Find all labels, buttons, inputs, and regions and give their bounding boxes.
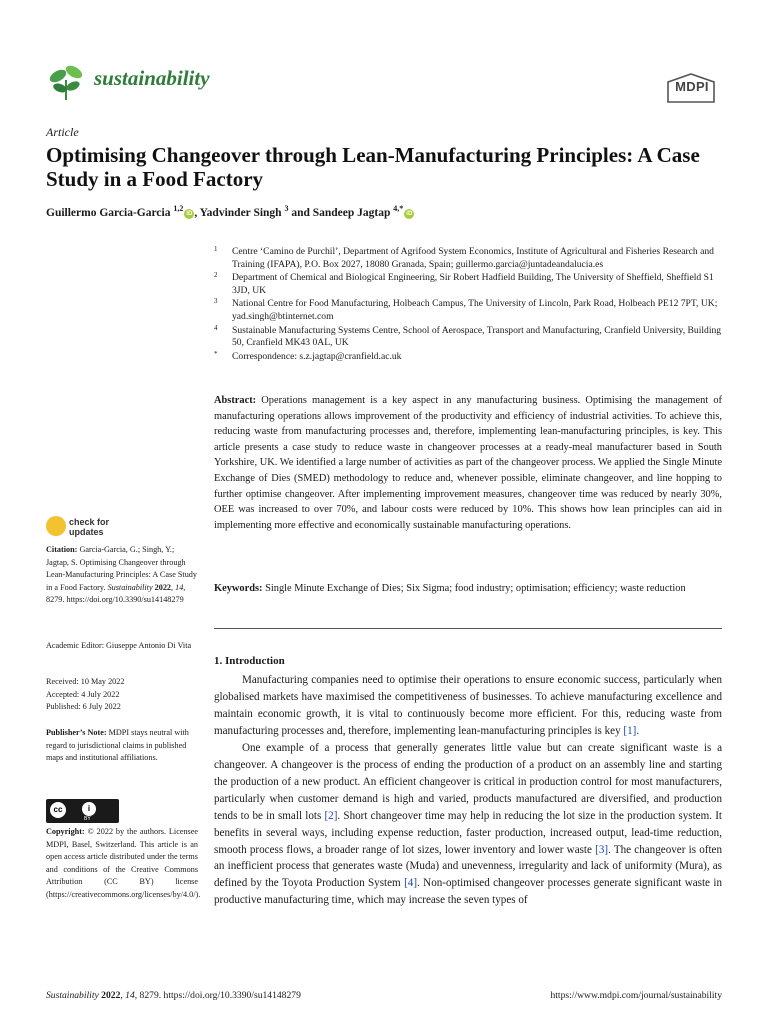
citation-doi[interactable]: , 8279. https://doi.org/10.3390/su14148279 [46, 582, 186, 605]
attribution-icon: i [82, 802, 96, 816]
introduction-body [214, 672, 722, 909]
author-affiliation-sup: 1,2 [173, 204, 184, 213]
abstract-label: Abstract: [214, 395, 257, 406]
keywords [214, 581, 722, 597]
journal-name[interactable]: sustainability [94, 66, 210, 90]
copyright-text: © 2022 by the authors. Licensee MDPI, Basel, Switzerland. This article is an open access article distributed under the terms and conditions of the Creative Commons Attribution (CC BY) license (https://creativecommons.org/licenses/by/4.0/). [46, 827, 201, 899]
cc-license-badge[interactable] [46, 799, 119, 823]
keywords-text: Single Minute Exchange of Dies; Six Sigma; food industry; optimisation; efficiency; waste reduction [265, 583, 686, 594]
cc-icon: cc [50, 802, 66, 818]
paragraph [214, 740, 722, 910]
affiliation-item [214, 351, 724, 364]
author-affiliation-sup: 4,* [393, 204, 404, 213]
affiliation-number: 3 [214, 297, 218, 306]
paragraph [214, 672, 722, 740]
received-date: Received: 10 May 2022 [46, 677, 125, 686]
affiliation-number: * [214, 349, 218, 358]
reference-link[interactable]: [1] [623, 724, 637, 737]
affiliation-item [214, 325, 724, 350]
check-updates-icon [46, 516, 66, 536]
citation-text: Garcia-Garcia, G.; Singh, Y.; Jagtap, S. Optimising Changeover through Lean-Manufacturing Principles: A Case Study in a Food Factory. [46, 545, 197, 592]
paragraph-text: . Short changeover time may help in reducing the lot size in the production system. It benefits in several ways, including expense reduction, faster production, increased output, lead-time reduction, smooth process flows, a broader range of lot sizes, lower inventory and lower waste [214, 809, 722, 856]
copyright-label: Copyright: [46, 827, 85, 836]
citation-block: Citation: Garcia-Garcia, G.; Singh, Y.; Jagtap, S. Optimising Changeover through Lean-Manufacturing Principles: A Case Study in a Food Factory. Sustainability 2022, 14, 8279. https://doi.org/10.3390/su14148279 [46, 545, 197, 605]
affiliation-text: Centre ‘Camino de Purchil’, Department of Agrifood System Economics, Institute of Agricultural and Fisheries Research and Training (IFAPA), P.O. Box 2027, 18080 Granada, Spain; guillermo.garcia@juntadeandalucia.es [232, 246, 714, 270]
orcid-icon[interactable]: iD [406, 210, 413, 217]
footer-year: 2022 [101, 990, 121, 1001]
correspondence-text[interactable]: Correspondence: s.z.jagtap@cranfield.ac.uk [232, 350, 402, 362]
affiliation-number: 1 [214, 245, 218, 253]
paragraph-text: . The changeover is often an inefficient process that generates waste (Muda) and unevenness, irregularity and lack of uniformity (Mura), as defined by the Toyota Production System [214, 843, 722, 890]
affiliations [214, 246, 724, 364]
reference-link[interactable]: [3] [595, 843, 609, 856]
author-name[interactable]: Guillermo Garcia-Garcia [46, 206, 171, 219]
affiliation-item [214, 298, 724, 323]
affiliation-number: 4 [214, 323, 218, 332]
citation-label: Citation: [46, 545, 78, 554]
orcid-icon[interactable]: iD [186, 210, 193, 217]
reference-link[interactable]: [2] [324, 809, 338, 822]
article-title: Optimising Changeover through Lean-Manufacturing Principles: A Case Study in a Food Factory [46, 143, 700, 191]
published-date: Published: 6 July 2022 [46, 702, 121, 712]
academic-editor: Academic Editor: Giuseppe Antonio Di Vita [46, 641, 192, 650]
footer-journal: Sustainability [46, 990, 99, 1001]
paragraph-text: . [636, 724, 640, 737]
section-divider [214, 628, 722, 629]
affiliation-text: National Centre for Food Manufacturing, Holbeach Campus, The University of Lincoln, Park Road, Holbeach PE12 7PT, UK; yad.singh@btinternet.com [232, 298, 718, 322]
affiliation-item [214, 246, 724, 271]
check-updates-label: check for updates [69, 517, 110, 537]
author-name[interactable]: Sandeep Jagtap [312, 206, 391, 219]
footer-journal-url[interactable]: https://www.mdpi.com/journal/sustainability [550, 990, 722, 1001]
footer-volume: 14 [125, 990, 135, 1001]
author-list [46, 204, 414, 219]
abstract [214, 393, 722, 533]
keywords-label: Keywords: [214, 583, 263, 594]
affiliation-item [214, 272, 724, 297]
author-separator: and [288, 206, 313, 219]
citation-volume: 14 [175, 582, 184, 592]
dates-block [46, 676, 198, 714]
author-affiliation-sup: 3 [284, 204, 289, 213]
affiliation-text: Sustainable Manufacturing Systems Centre, School of Aerospace, Transport and Manufacturing, Cranfield University, Building 50, Cranfield MK43 0AL, UK [232, 324, 722, 349]
footer-doi[interactable]: , 8279. https://doi.org/10.3390/su14148279 [134, 990, 301, 1001]
license-type: BY [84, 816, 91, 822]
author-name[interactable]: Yadvinder Singh [199, 206, 282, 219]
affiliation-text: Department of Chemical and Biological Engineering, Sir Robert Hadfield Building, The University of Sheffield, Sheffield S1 3JD, UK [232, 272, 714, 296]
citation-journal: Sustainability [107, 582, 153, 592]
paragraph-text: . Non-optimised changeover processes generate significant waste in productive manufacturing time, which may increase the seven types of [214, 877, 723, 907]
reference-link[interactable]: [4] [404, 877, 418, 890]
paragraph-text: One example of a process that generally generates little value but can create significant waste is a changeover. A changeover is the process of ending the production of a product on an assembly line and starting the production of a new product. An efficient changeover is critical in production control for most manufacturers, particularly when customer demand is high and varied, products manufactured are diversified, and production tends to be in small lots [214, 741, 722, 822]
publisher-name: MDPI [675, 79, 709, 94]
paragraph-text: Manufacturing companies need to optimise their operations to ensure economic success, particularly when globalised markets have maximised the competitiveness of businesses. To achieve manufacturing excellence and maintain economic growth, it is vital to continuously become more efficient. For this, reducing waste from manufacturing processes and, therefore, implementing lean-manufacturing principles is key [214, 674, 722, 737]
section-heading: 1. Introduction [214, 655, 285, 667]
citation-year: 2022 [154, 582, 172, 592]
accepted-date: Accepted: 4 July 2022 [46, 689, 120, 699]
check-for-updates-button[interactable] [46, 516, 166, 542]
footer-citation: Sustainability 2022, 14, 8279. https://doi.org/10.3390/su14148279 [46, 990, 301, 1001]
copyright-block [46, 826, 201, 902]
article-type: Article [46, 125, 79, 139]
affiliation-number: 2 [214, 271, 218, 280]
author-separator: , [194, 206, 200, 219]
journal-logo-icon [46, 62, 86, 102]
abstract-text: Operations management is a key aspect in any manufacturing business. Optimising the management of manufacturing operations allows improvement of the productivity and efficiency of industrial activities. To achieve this, reducing waste from manufacturing processes and, therefore, implementing lean-manufacturing principles, is key. This article presents a case study to reduce waste in changeover processes at a ready-meal manufacturer based in South Yorkshire, UK. We identified a large number of activities as part of the changeover process. We applied the Single Minute Exchange of Dies (SMED) methodology to reduce and, whenever possible, eliminate changeover, and line hopping to further optimise changeover. After implementing improvement measures, changeover time was reduced by nearly 30%, OEE was increased to over 70%, and labour costs were reduced by 10%. This shows how lean principles can aid in implementing more effective and economically sustainable manufacturing operations. [214, 395, 722, 531]
publisher-note-label: Publisher’s Note: [46, 728, 107, 737]
publisher-note [46, 727, 198, 765]
publisher-note-text: MDPI stays neutral with regard to jurisdictional claims in published maps and institutional affiliations. [46, 728, 189, 763]
